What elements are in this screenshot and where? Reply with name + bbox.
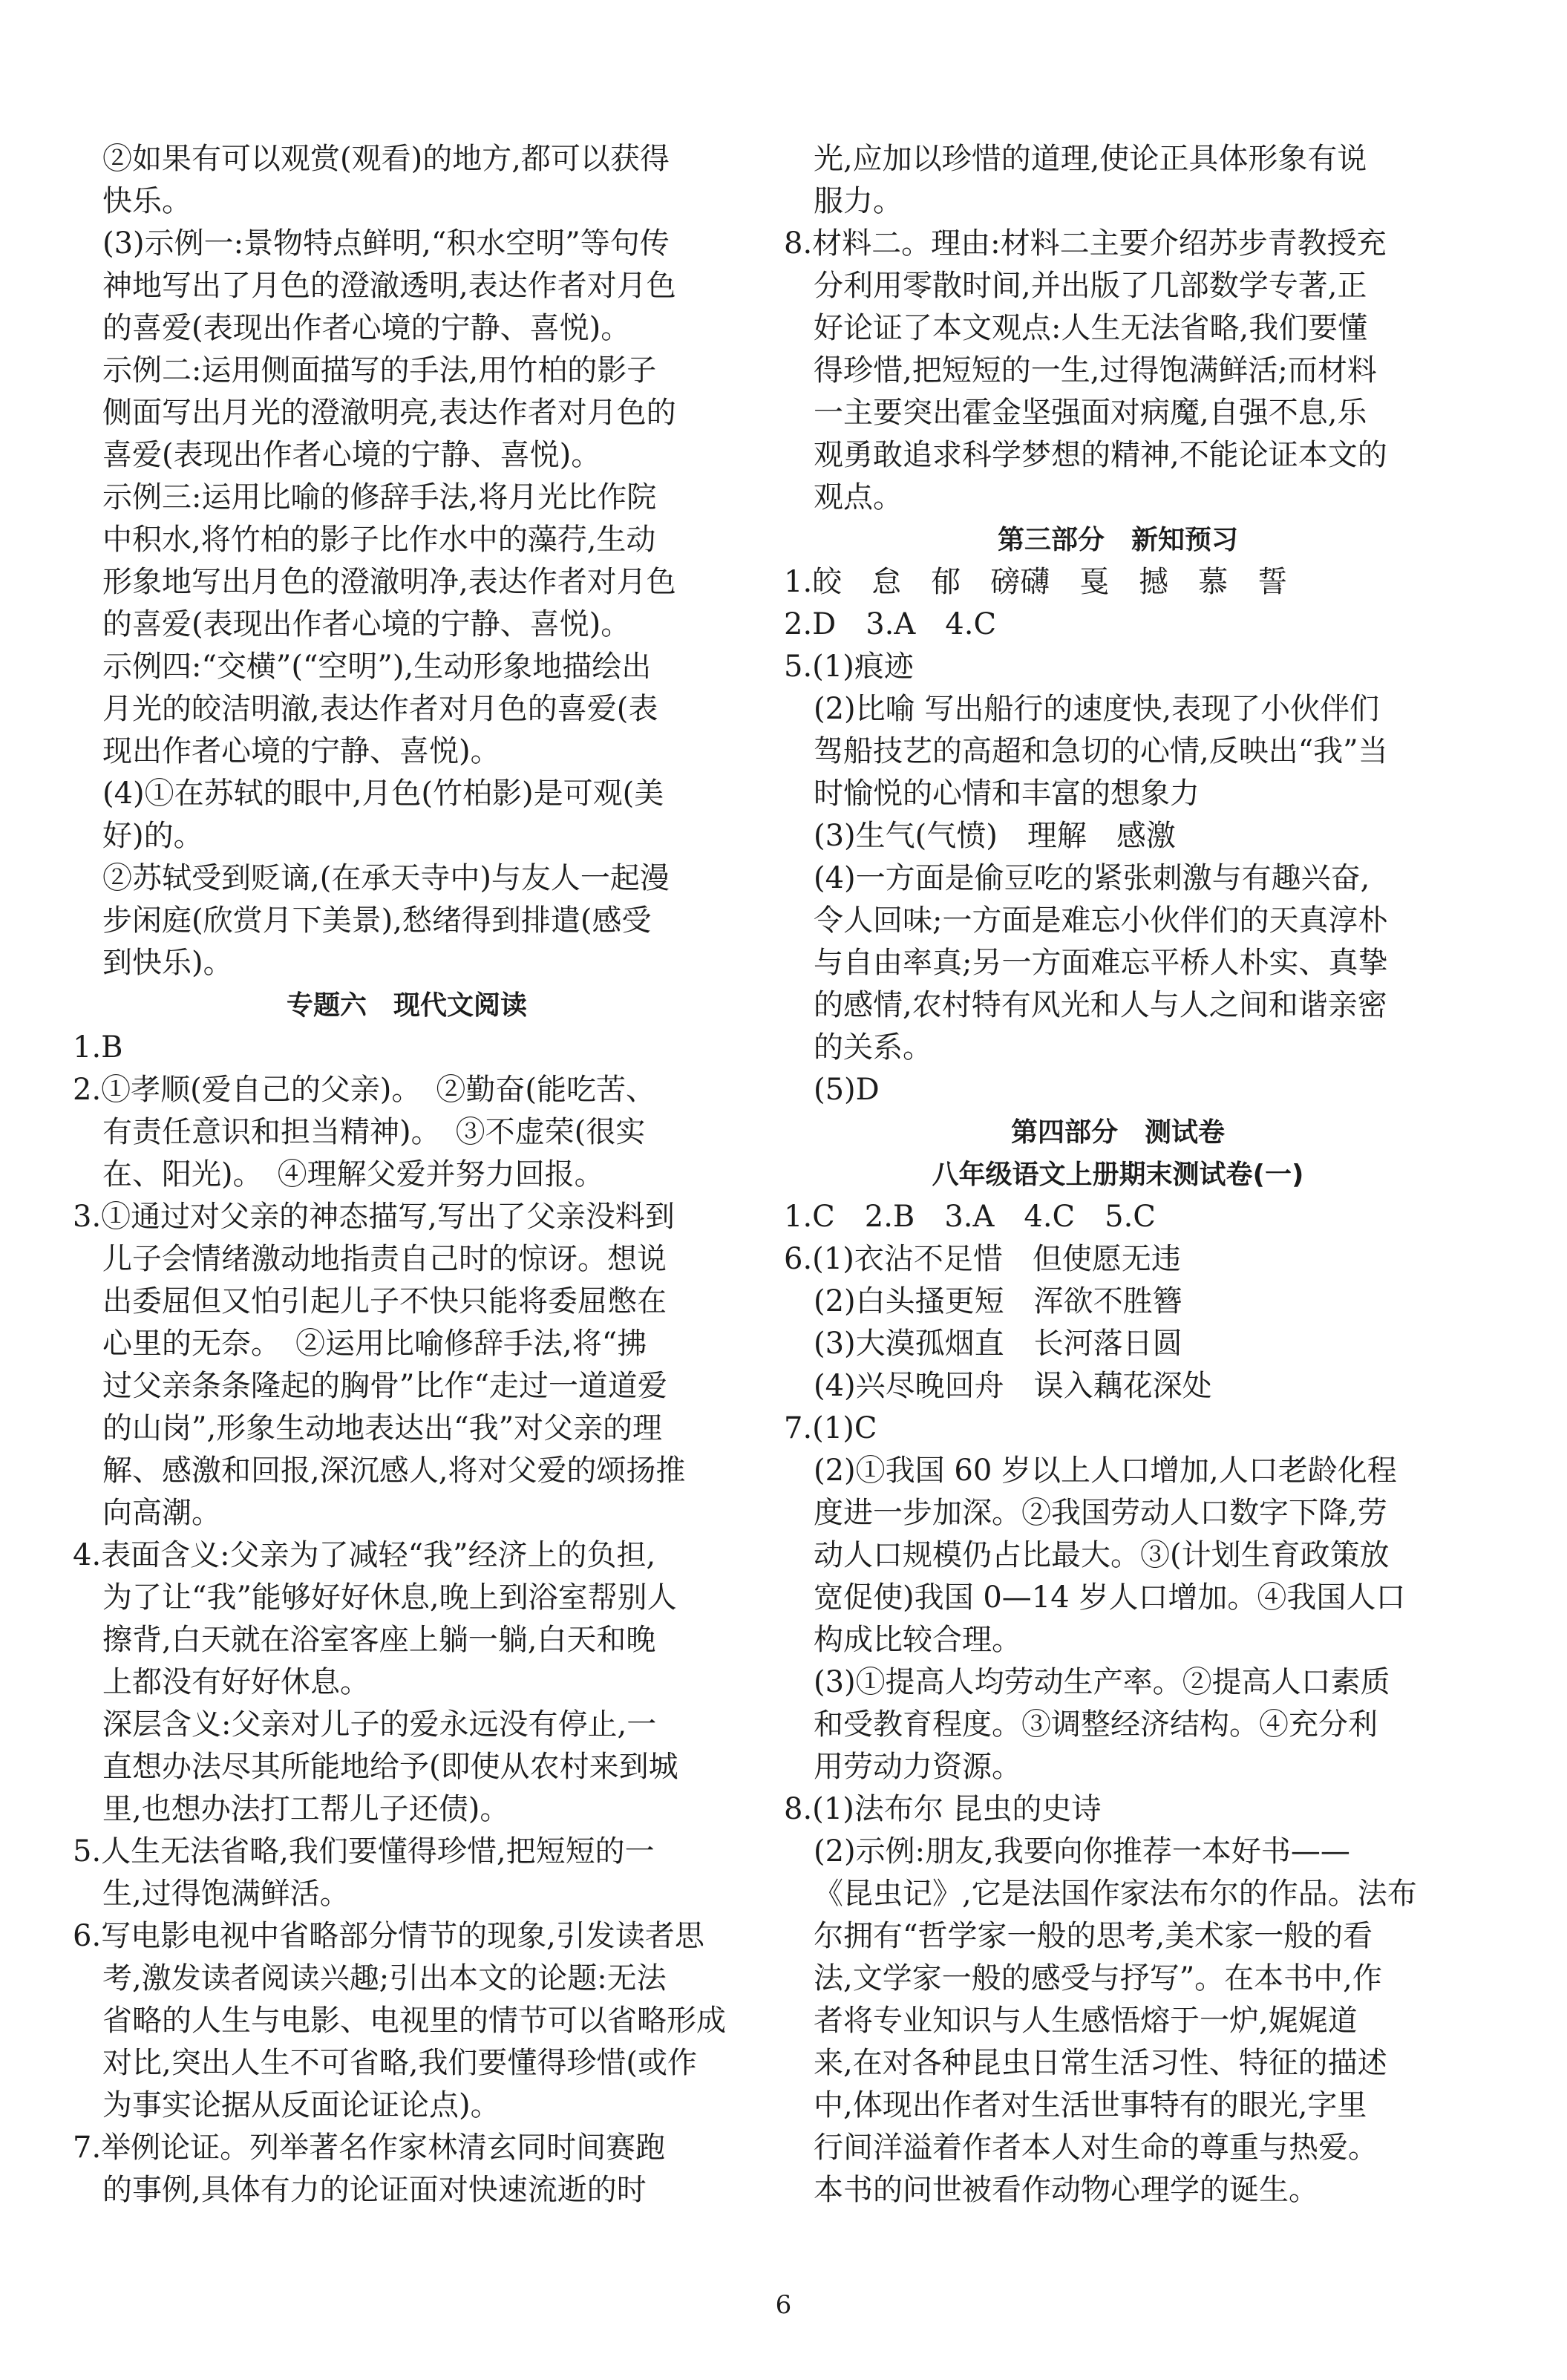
text-line: 的关系。 [814, 1030, 932, 1065]
text-line: 本书的问世被看作动物心理学的诞生。 [814, 2173, 1318, 2207]
text-line: 省略的人生与电影、电视里的情节可以省略形成 [102, 2004, 726, 2038]
text-line: 有责任意识和担当精神)。 ③不虚荣(很实 [102, 1115, 646, 1149]
text-line: 现出作者心境的宁静、喜悦)。 [102, 734, 500, 768]
text-line: 8.材料二。理由:材料二主要介绍苏步青教授充 [784, 226, 1387, 261]
text-line: 过父亲条条隆起的胸骨”比作“走过一道道爱 [102, 1369, 667, 1403]
text-line: 深层含义:父亲对儿子的爱永远没有停止,一 [102, 1707, 657, 1742]
text-line: (3)①提高人均劳动生产率。②提高人口素质 [814, 1665, 1390, 1699]
text-line: 6.写电影电视中省略部分情节的现象,引发读者思 [73, 1919, 704, 1953]
section-heading: 第四部分 测试卷 [1010, 1117, 1225, 1148]
text-line: 令人回味;一方面是难忘小伙伴们的天真淳朴 [814, 903, 1388, 938]
page-number: 6 [775, 2290, 792, 2320]
text-line: 里,也想办法打工帮儿子还债)。 [102, 1792, 510, 1826]
text-line: 用劳动力资源。 [814, 1750, 1021, 1784]
text-line: (4)兴尽晚回舟 误入藕花深处 [814, 1369, 1212, 1403]
text-line: 得珍惜,把短短的一生,过得饱满鲜活;而材料 [814, 353, 1377, 388]
text-line: 解、感激和回报,深沉感人,将对父爱的颂扬推 [102, 1454, 686, 1488]
text-line: 2.D 3.A 4.C [784, 607, 997, 641]
text-line: ②如果有可以观赏(观看)的地方,都可以获得 [102, 142, 670, 176]
text-line: (5)D [814, 1073, 880, 1107]
text-line: 1.B [73, 1030, 123, 1065]
text-line: 生,过得饱满鲜活。 [102, 1877, 350, 1911]
text-line: (4)一方面是偷豆吃的紧张刺激与有趣兴奋, [814, 861, 1370, 895]
text-line: 到快乐)。 [102, 946, 233, 980]
text-line: 步闲庭(欣赏月下美景),愁绪得到排遣(感受 [102, 903, 652, 938]
text-line: 构成比较合理。 [814, 1623, 1021, 1657]
text-line: 中,体现出作者对生活世事特有的眼光,字里 [814, 2088, 1367, 2122]
text-line: 考,激发读者阅读兴趣;引出本文的论题:无法 [102, 1961, 667, 1995]
text-line: 喜爱(表现出作者心境的宁静、喜悦)。 [102, 438, 601, 472]
text-line: 为了让“我”能够好好休息,晚上到浴室帮别人 [102, 1580, 677, 1615]
text-line: 3.①通过对父亲的神态描写,写出了父亲没料到 [73, 1200, 675, 1234]
text-line: 一主要突出霍金坚强面对病魔,自强不息,乐 [814, 396, 1367, 430]
section-heading: 专题六 现代文阅读 [286, 990, 527, 1021]
text-line: 侧面写出月光的澄澈明亮,表达作者对月色的 [102, 396, 676, 430]
section-heading: 八年级语文上册期末测试卷(一) [932, 1160, 1304, 1190]
text-line: (4)①在苏轼的眼中,月色(竹柏影)是可观(美 [102, 777, 664, 811]
text-line: 时愉悦的心情和丰富的想象力 [814, 777, 1200, 811]
text-line: 8.(1)法布尔 昆虫的史诗 [784, 1792, 1102, 1826]
text-line: 与自由率真;另一方面难忘平桥人朴实、真挚 [814, 946, 1388, 980]
text-line: 的山岗”,形象生动地表达出“我”对父亲的理 [102, 1411, 663, 1445]
text-line: 4.表面含义:父亲为了减轻“我”经济上的负担, [73, 1538, 656, 1572]
left-column [73, 138, 741, 2211]
text-line: (2)白头搔更短 浑欲不胜簪 [814, 1284, 1182, 1318]
text-line: 出委屈但又怕引起儿子不快只能将委屈憋在 [102, 1284, 667, 1318]
text-line: 月光的皎洁明澈,表达作者对月色的喜爱(表 [102, 692, 658, 726]
text-line: 分利用零散时间,并出版了几部数学专著,正 [814, 269, 1367, 303]
text-line: (3)示例一:景物特点鲜明,“积水空明”等句传 [102, 226, 670, 261]
text-line: 对比,突出人生不可省略,我们要懂得珍惜(或作 [102, 2046, 698, 2080]
text-line: 的喜爱(表现出作者心境的宁静、喜悦)。 [102, 311, 631, 345]
text-line: 观勇敢追求科学梦想的精神,不能论证本文的 [814, 438, 1387, 472]
text-line: 6.(1)衣沾不足惜 但使愿无违 [784, 1242, 1181, 1276]
right-column [784, 138, 1452, 2211]
text-line: 5.人生无法省略,我们要懂得珍惜,把短短的一 [73, 1834, 655, 1869]
text-line: 快乐。 [102, 184, 192, 218]
text-line: (2)示例:朋友,我要向你推荐一本好书—— [814, 1834, 1350, 1869]
text-line: 法,文学家一般的感受与抒写”。在本书中,作 [814, 1961, 1382, 1995]
text-line: 度进一步加深。②我国劳动人口数字下降,劳 [814, 1496, 1387, 1530]
text-line: 擦背,白天就在浴室客座上躺一躺,白天和晚 [102, 1623, 656, 1657]
text-line: 向高潮。 [102, 1496, 221, 1530]
text-line: 儿子会情绪激动地指责自己时的惊讶。想说 [102, 1242, 667, 1276]
text-line: 在、阳光)。 ④理解父爱并努力回报。 [102, 1157, 604, 1191]
text-line: 好论证了本文观点:人生无法省略,我们要懂 [814, 311, 1368, 345]
text-line: 尔拥有“哲学家一般的思考,美术家一般的看 [814, 1919, 1373, 1953]
text-line: 2.①孝顺(爱自己的父亲)。 ②勤奋(能吃苦、 [73, 1073, 655, 1107]
text-line: 宽促使)我国 0—14 岁人口增加。④我国人口 [814, 1580, 1406, 1615]
text-line: 动人口规模仍占比最大。③(计划生育政策放 [814, 1538, 1390, 1572]
text-line: 神地写出了月色的澄澈透明,表达作者对月色 [102, 269, 676, 303]
text-line: (2)比喻 写出船行的速度快,表现了小伙伴们 [814, 692, 1380, 726]
text-line: 1.C 2.B 3.A 4.C 5.C [784, 1200, 1156, 1234]
text-line: 观点。 [814, 480, 903, 514]
text-line: 者将专业知识与人生感悟熔于一炉,娓娓道 [814, 2004, 1358, 2038]
text-line: 中积水,将竹柏的影子比作水中的藻荇,生动 [102, 523, 656, 557]
text-line: 《昆虫记》,它是法国作家法布尔的作品。法布 [814, 1877, 1417, 1911]
text-line: 为事实论据从反面论证论点)。 [102, 2088, 500, 2122]
text-line: 驾船技艺的高超和急切的心情,反映出“我”当 [814, 734, 1388, 768]
text-line: 行间洋溢着作者本人对生命的尊重与热爱。 [814, 2131, 1378, 2165]
text-line: (3)大漠孤烟直 长河落日圆 [814, 1327, 1182, 1361]
text-line: 的感情,农村特有风光和人与人之间和谐亲密 [814, 988, 1387, 1022]
text-line: 光,应加以珍惜的道理,使论正具体形象有说 [814, 142, 1367, 176]
text-line: ②苏轼受到贬谪,(在承天寺中)与友人一起漫 [102, 861, 670, 895]
text-line: 直想办法尽其所能地给予(即使从农村来到城 [102, 1750, 678, 1784]
text-line: 示例二:运用侧面描写的手法,用竹柏的影子 [102, 353, 657, 388]
text-line: 示例三:运用比喻的修辞手法,将月光比作院 [102, 480, 657, 514]
text-line: 的喜爱(表现出作者心境的宁静、喜悦)。 [102, 607, 631, 641]
text-line: 好)的。 [102, 819, 203, 853]
text-line: 和受教育程度。③调整经济结构。④充分利 [814, 1707, 1378, 1742]
text-line: (3)生气(气愤) 理解 感激 [814, 819, 1176, 853]
text-line: 7.(1)C [784, 1411, 877, 1445]
text-line: 心里的无奈。 ②运用比喻修辞手法,将“拂 [102, 1327, 647, 1361]
text-line: 示例四:“交横”(“空明”),生动形象地描绘出 [102, 650, 652, 684]
text-line: 形象地写出月色的澄澈明净,表达作者对月色 [102, 565, 676, 599]
text-line: 服力。 [814, 184, 903, 218]
text-line: 来,在对各种昆虫日常生活习性、特征的描述 [814, 2046, 1387, 2080]
text-line: 7.举例论证。列举著名作家林清玄同时间赛跑 [73, 2131, 666, 2165]
text-line: (2)①我国 60 岁以上人口增加,人口老龄化程 [814, 1454, 1397, 1488]
text-line: 上都没有好好休息。 [102, 1665, 370, 1699]
text-line: 的事例,具体有力的论证面对快速流逝的时 [102, 2173, 647, 2207]
section-heading: 第三部分 新知预习 [997, 525, 1238, 555]
text-line: 1.皎 怠 郁 磅礴 戛 撼 慕 誓 [784, 565, 1288, 599]
text-line: 5.(1)痕迹 [784, 650, 914, 684]
